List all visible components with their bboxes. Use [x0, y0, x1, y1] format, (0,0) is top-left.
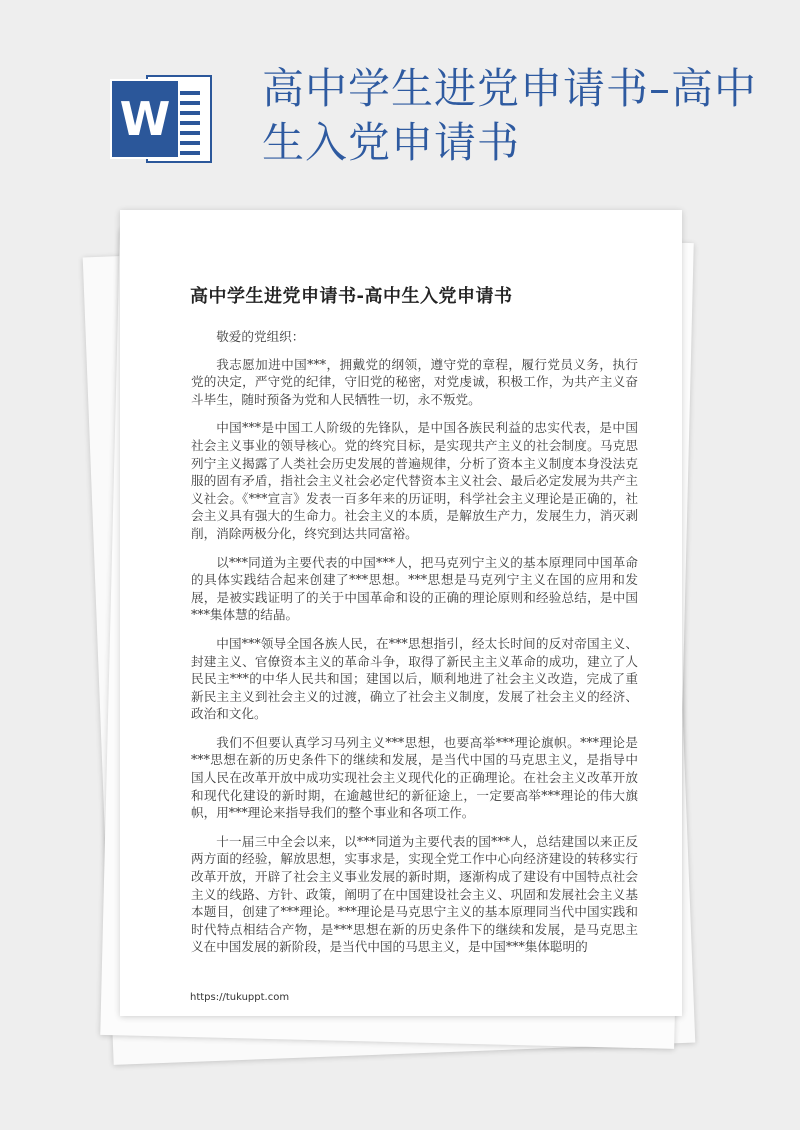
footer-url[interactable]: https://tukuppt.com	[190, 992, 290, 1003]
paragraph: 十一届三中全会以来，以***同道为主要代表的国***人，总结建国以来正反两方面的经验，解放思想，实事求是，实现全党工作中心向经济建设的转移实行改革开放，开辟了社会主义事业发展的新时期，逐渐构成了建设有中国特点社会主义的线路、方针、政策，阐明了在中国建设社会主义、巩固和发展社会主义基本题目，创建了***理论。***理论是马克思宁主义的基本原理同当代中国实践和时代特点相结合产物，是***思想在新的历史条件下的继续和发展，是马克思主义在中国发展的新阶段，是当代中国的马思主义，是中国***集体聪明的	[191, 833, 638, 955]
paragraph: 我志愿加进中国***，拥戴党的纲领，遵守党的章程，履行党员义务，执行党的决定，严守党的纪律，守旧党的秘密，对党虔诚，积极工作，为共产主义奋斗毕生，随时预备为党和人民牺牲一切，永不叛党。	[191, 356, 638, 407]
document-heading: 高中学生进党申请书-高中生入党申请书	[190, 286, 513, 307]
paragraph: 我们不但要认真学习马列主义***思想，也要高举***理论旗帜。***理论是***思想在新的历史条件下的继续和发展，是当代中国的马克思主义，是指导中国人民在改革开放中成功实现社会主义现代化的正确理论。在社会主义改革开放和现代化建设的新时期，在逾越世纪的新征途上，一定要高举***理论的伟大旗帜，用***理论来指导我们的整个事业和各项工作。	[191, 734, 638, 821]
paragraph: 以***同道为主要代表的中国***人，把马克列宁主义的基本原理同中国革命的具体实践结合起来创建了***思想。***思想是马克列宁主义在国的应用和发展，是被实践证明了的关于中国革命和设的正确的理论原则和经验总结，是中国***集体慧的结晶。	[191, 554, 638, 623]
document-body	[191, 328, 638, 967]
paragraph: 中国***领导全国各族人民，在***思想指引，经太长时间的反对帝国主义、封建主义、官僚资本主义的革命斗争，取得了新民主主义革命的成功，建立了人民民主***的中华人民共和国；建国以后，顺利地进了社会主义改造，完成了重新民主主义到社会主义的过渡，确立了社会主义制度，发展了社会主义的经济、政治和文化。	[191, 635, 638, 722]
page-title: 高中学生进党申请书–高中生入党申请书	[262, 64, 758, 167]
salutation: 敬爱的党组织：	[216, 329, 305, 344]
word-document-icon	[112, 75, 212, 163]
paragraph: 中国***是中国工人阶级的先锋队，是中国各族民利益的忠实代表，是中国社会主义事业的领导核心。党的终究目标，是实现共产主义的社会制度。马克思列宁主义揭露了人类社会历史发展的普遍规律，分析了资本主义制度本身没法克服的固有矛盾，指社会主义社会必定代替资本主义社会、最后必定发展为共产主义社会。《***宣言》发表一百多年来的历证明，科学社会主义理论是正确的，社会主义具有强大的生命力。社会主义的本质，是解放生产力，发展生力，消灭剥削，消除两极分化，终究到达共同富裕。	[191, 420, 638, 541]
word-letter-badge: W	[112, 81, 178, 157]
